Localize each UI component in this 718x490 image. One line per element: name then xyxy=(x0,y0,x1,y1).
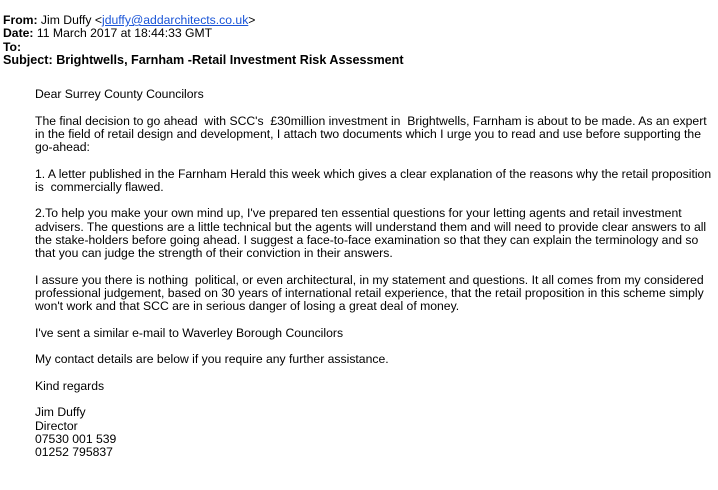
subject-value: Brightwells, Farnham -Retail Investment Risk Assessment xyxy=(56,53,404,68)
from-close: > xyxy=(248,13,256,27)
to-label: To: xyxy=(3,39,22,54)
signature-title: Director xyxy=(35,418,78,433)
to-row xyxy=(3,41,715,54)
signature-mobile: 07530 001 539 xyxy=(35,431,117,446)
closing: Kind regards xyxy=(35,378,105,393)
paragraph-investment-decision: The final decision to go ahead with SCC's £30million investment in Brightwells, Farnham is about to be made. As an expert in the field of retail design and development, I attach two documents which I urge you to read and use before supporting the go-ahead: xyxy=(35,113,711,154)
from-name: Jim Duffy < xyxy=(40,13,102,27)
paragraph-professional-judgement: I assure you there is nothing political, or even architectural, in my statement and questions. It all comes from my considered professional judgement, based on 30 years of international retail experience, that the retail proposition in this scheme simply won't work and that SCC are in serious danger of losing a great deal of money. xyxy=(35,272,708,313)
date-value: 11 March 2017 at 18:44:33 GMT xyxy=(36,26,213,41)
email-header xyxy=(3,14,715,68)
subject-row xyxy=(3,54,715,67)
paragraph-ten-questions: 2.To help you make your own mind up, I've prepared ten essential questions for your letting agents and retail investment advisers. The questions are a little technical but the agents will understand them and will need to provide clear answers to all the stake-holders before going ahead. I suggest a face-to-face examination so that they can explain the terminology and so that you can judge the strength of their conviction in their answers. xyxy=(35,206,710,260)
subject-label: Subject: xyxy=(3,53,53,68)
signature-name: Jim Duffy xyxy=(35,405,86,420)
from-row xyxy=(3,14,715,27)
email-body xyxy=(35,88,715,459)
signature xyxy=(35,406,715,459)
greeting: Dear Surrey County Councilors xyxy=(35,87,204,101)
date-label: Date: xyxy=(3,26,34,41)
signature-office: 01252 795837 xyxy=(35,444,113,459)
paragraph-waverley: I've sent a similar e-mail to Waverley Borough Councilors xyxy=(35,325,344,340)
paragraph-contact: My contact details are below if you require any further assistance. xyxy=(35,352,389,367)
paragraph-herald-letter: 1. A letter published in the Farnham Herald this week which gives a clear explanation of the reasons why the retail proposition is commercially flawed. xyxy=(35,166,715,194)
date-row xyxy=(3,27,715,40)
from-label: From: xyxy=(3,13,38,27)
sender-email-link[interactable]: jduffy@addarchitects.co.uk xyxy=(102,13,249,27)
